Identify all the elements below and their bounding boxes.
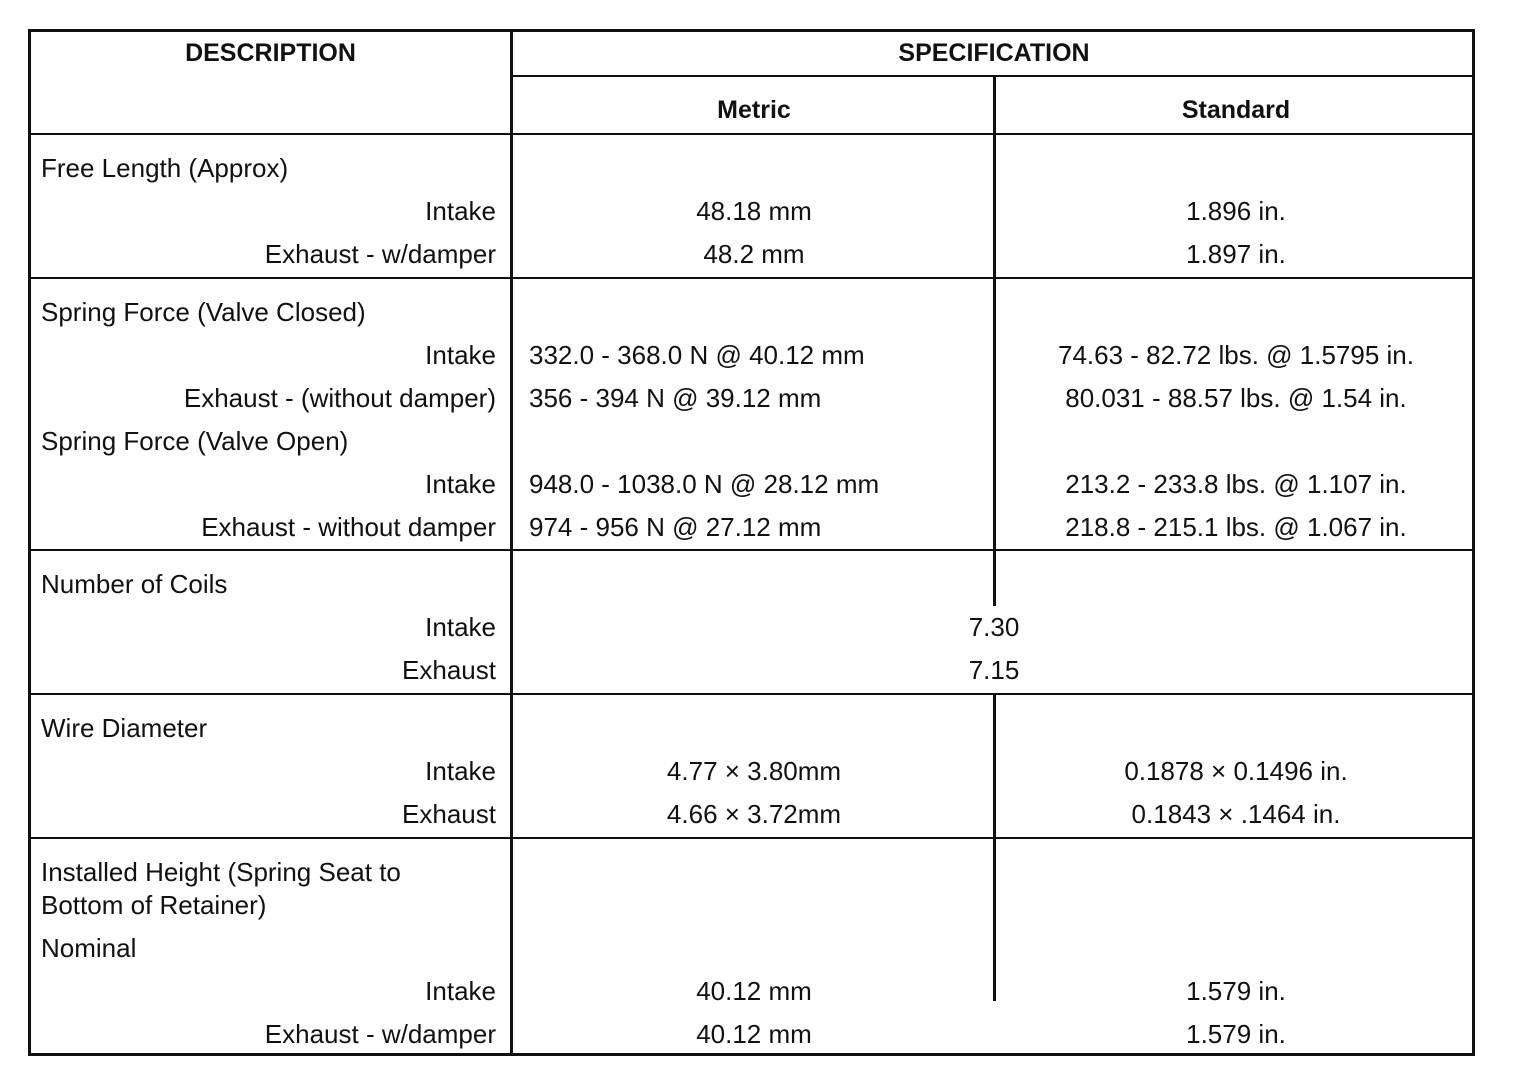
- spring-open-intake-metric: 948.0 - 1038.0 N @ 28.12 mm: [529, 469, 880, 499]
- wire-exhaust-standard: 0.1843 × .1464 in.: [1131, 799, 1341, 829]
- rule-section-1: [31, 277, 1475, 279]
- installed-exhaust-label: Exhaust - w/damper: [264, 1019, 496, 1049]
- wire-intake-label: Intake: [425, 756, 496, 786]
- spring-open-exhaust-metric: 974 - 956 N @ 27.12 mm: [529, 512, 822, 542]
- wire-intake-metric: 4.77 × 3.80mm: [666, 756, 842, 786]
- spring-closed-exhaust-standard: 80.031 - 88.57 lbs. @ 1.54 in.: [1065, 383, 1407, 413]
- installed-intake-standard: 1.579 in.: [1186, 976, 1286, 1006]
- spring-closed-intake-label: Intake: [425, 340, 496, 370]
- installed-nominal: Nominal: [41, 933, 137, 963]
- free-length-exhaust-label: Exhaust - w/damper: [264, 239, 496, 269]
- coils-intake-label: Intake: [425, 612, 496, 642]
- coils-intake-value: 7.30: [968, 612, 1020, 642]
- installed-exhaust-standard: 1.579 in.: [1186, 1019, 1286, 1049]
- free-length-exhaust-standard: 1.897 in.: [1186, 239, 1286, 269]
- coils-exhaust-value: 7.15: [968, 655, 1020, 685]
- wire-intake-standard: 0.1878 × 0.1496 in.: [1124, 756, 1348, 786]
- spring-open-intake-standard: 213.2 - 233.8 lbs. @ 1.107 in.: [1065, 469, 1407, 499]
- spring-closed-intake-standard: 74.63 - 82.72 lbs. @ 1.5795 in.: [1058, 340, 1414, 370]
- wire-title: Wire Diameter: [41, 713, 208, 743]
- spring-force-open-title: Spring Force (Valve Open): [41, 426, 349, 456]
- rule-section-2: [31, 549, 1475, 551]
- spring-open-exhaust-standard: 218.8 - 215.1 lbs. @ 1.067 in.: [1065, 512, 1407, 542]
- wire-exhaust-label: Exhaust: [402, 799, 496, 829]
- installed-intake-metric: 40.12 mm: [696, 976, 812, 1006]
- coils-title: Number of Coils: [41, 569, 228, 599]
- header-specification: SPECIFICATION: [898, 39, 1090, 67]
- coils-exhaust-label: Exhaust: [402, 655, 496, 685]
- rule-section-3: [31, 693, 1475, 695]
- rule-description-col: [510, 32, 513, 1056]
- spring-closed-exhaust-label: Exhaust - (without damper): [183, 383, 496, 413]
- rule-metric-col-a: [993, 75, 996, 606]
- wire-exhaust-metric: 4.66 × 3.72mm: [666, 799, 842, 829]
- free-length-exhaust-metric: 48.2 mm: [703, 239, 805, 269]
- free-length-title: Free Length (Approx): [41, 153, 289, 183]
- free-length-intake-label: Intake: [425, 196, 496, 226]
- installed-title-line2: Bottom of Retainer): [41, 890, 267, 920]
- header-metric: Metric: [717, 96, 791, 124]
- spring-open-exhaust-label: Exhaust - without damper: [201, 512, 496, 542]
- spring-open-intake-label: Intake: [425, 469, 496, 499]
- spring-force-closed-title: Spring Force (Valve Closed): [41, 297, 366, 327]
- installed-exhaust-metric: 40.12 mm: [696, 1019, 812, 1049]
- installed-intake-label: Intake: [425, 976, 496, 1006]
- free-length-intake-metric: 48.18 mm: [696, 196, 812, 226]
- rule-metric-col-b: [993, 693, 996, 1001]
- rule-section-4: [31, 837, 1475, 839]
- installed-title-line1: Installed Height (Spring Seat to: [41, 857, 401, 887]
- header-description: DESCRIPTION: [185, 39, 356, 67]
- spring-closed-intake-metric: 332.0 - 368.0 N @ 40.12 mm: [529, 340, 865, 370]
- spec-table: [28, 29, 1475, 1056]
- free-length-intake-standard: 1.896 in.: [1186, 196, 1286, 226]
- rule-header-bottom: [31, 133, 1475, 135]
- header-standard: Standard: [1181, 96, 1291, 124]
- spring-closed-exhaust-metric: 356 - 394 N @ 39.12 mm: [529, 383, 822, 413]
